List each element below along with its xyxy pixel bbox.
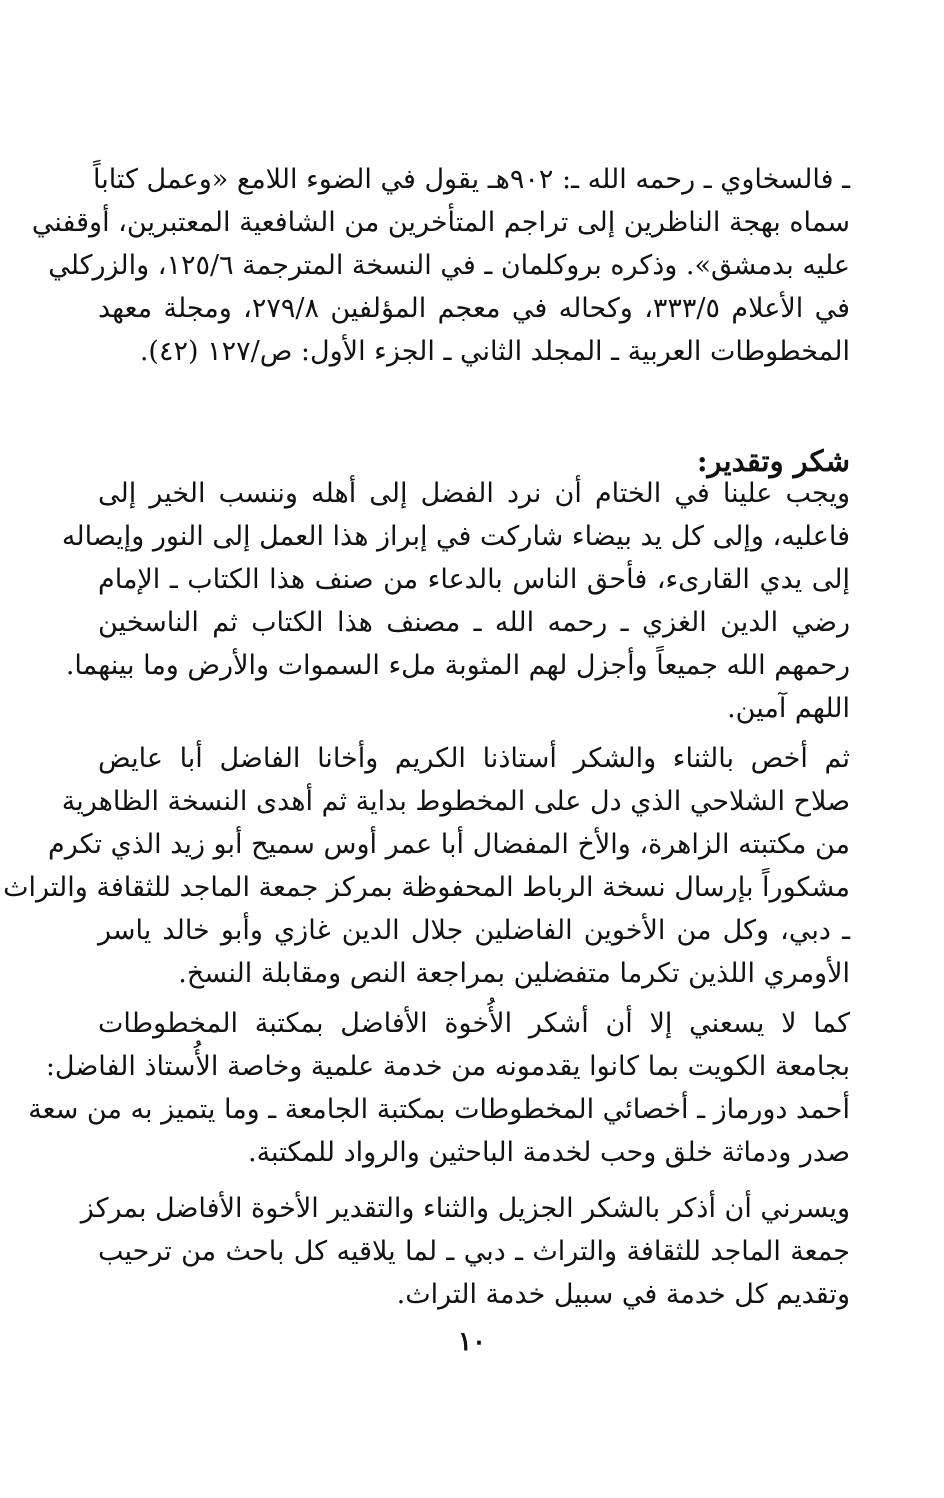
paragraph-line: ـ دبي، وكل من الأخوين الفاضلين جلال الدين غازي وأبو خالد ياسر [98, 915, 850, 946]
page-number: ١٠ [458, 1327, 486, 1357]
paragraph-1 [61, 472, 850, 730]
footnote-line: المخطوطات العربية ـ المجلد الثاني ـ الجزء الأول: ص/١٢٧ (٤٢). [139, 336, 850, 367]
paragraph-line: بجامعة الكويت بما كانوا يقدمونه من خدمة علمية وخاصة الأُستاذ الفاضل: [45, 1051, 850, 1082]
paragraph-line: مشكوراً بإرسال نسخة الرباط المحفوظة بمركز جمعة الماجد للثقافة والتراث [3, 872, 850, 903]
paragraph-line: كما لا يسعني إلا أن أشكر الأُخوة الأفاضل بمكتبة المخطوطات [98, 1008, 850, 1039]
footnote-line: سماه بهجة الناظرين إلى تراجم المتأخرين من الشافعية المعتبرين، أوقفني [31, 207, 850, 238]
footnote-line: في الأعلام ٣٣٣/٥، وكحاله في معجم المؤلفين ٢٧٩/٨، ومجلة معهد [98, 293, 850, 324]
paragraph-line: أحمد دورماز ـ أخصائي المخطوطات بمكتبة الجامعة ـ وما يتميز به من سعة [28, 1094, 850, 1125]
paragraph-line: وتقديم كل خدمة في سبيل خدمة التراث. [396, 1279, 850, 1310]
footnote-line: ـ فالسخاوي ـ رحمه الله ـ: ٩٠٢هـ يقول في الضوء اللامع «وعمل كتاباً [92, 164, 850, 195]
paragraph-line: الأومري اللذين تكرما متفضلين بمراجعة النص ومقابلة النسخ. [178, 958, 850, 989]
paragraph-line: رحمهم الله جميعاً وأجزل لهم المثوبة ملء السموات والأرض وما بينهما. [65, 650, 850, 681]
paragraph-line: صلاح الشلاحي الذي دل على المخطوط بداية ثم أهدى النسخة الظاهرية [61, 786, 850, 817]
paragraph-line: رضي الدين الغزي ـ رحمه الله ـ مصنف هذا الكتاب ثم الناسخين [98, 607, 850, 638]
footnote-block [31, 158, 850, 373]
paragraph-line: ويجب علينا في الختام أن نرد الفضل إلى أهله وننسب الخير إلى [98, 478, 850, 509]
paragraph-3 [28, 1002, 850, 1174]
paragraph-line: من مكتبته الزاهرة، والأخ المفضال أبا عمر أوس سميح أبو زيد الذي تكرم [48, 829, 850, 860]
footnote-line: عليه بدمشق». وذكره بروكلمان ـ في النسخة المترجمة ١٢٥/٦، والزركلي [48, 250, 850, 281]
paragraph-line: جمعة الماجد للثقافة والتراث ـ دبي ـ لما يلاقيه كل باحث من ترحيب [98, 1236, 850, 1267]
section-heading: شكر وتقدير: [696, 444, 850, 478]
paragraph-line: اللهم آمين. [727, 693, 850, 724]
paragraph-2 [3, 737, 850, 995]
paragraph-4 [80, 1187, 850, 1316]
paragraph-line: إلى يدي القارىء، فأحق الناس بالدعاء من صنف هذا الكتاب ـ الإمام [98, 564, 850, 595]
paragraph-line: ويسرني أن أذكر بالشكر الجزيل والثناء والتقدير الأخوة الأفاضل بمركز [80, 1193, 850, 1224]
paragraph-line: ثم أخص بالثناء والشكر أستاذنا الكريم وأخانا الفاضل أبا عايض [98, 743, 850, 774]
paragraph-line: صدر ودماثة خلق وحب لخدمة الباحثين والرواد للمكتبة. [247, 1137, 850, 1168]
paragraph-line: فاعليه، وإلى كل يد بيضاء شاركت في إبراز هذا العمل إلى النور وإيصاله [61, 521, 850, 552]
